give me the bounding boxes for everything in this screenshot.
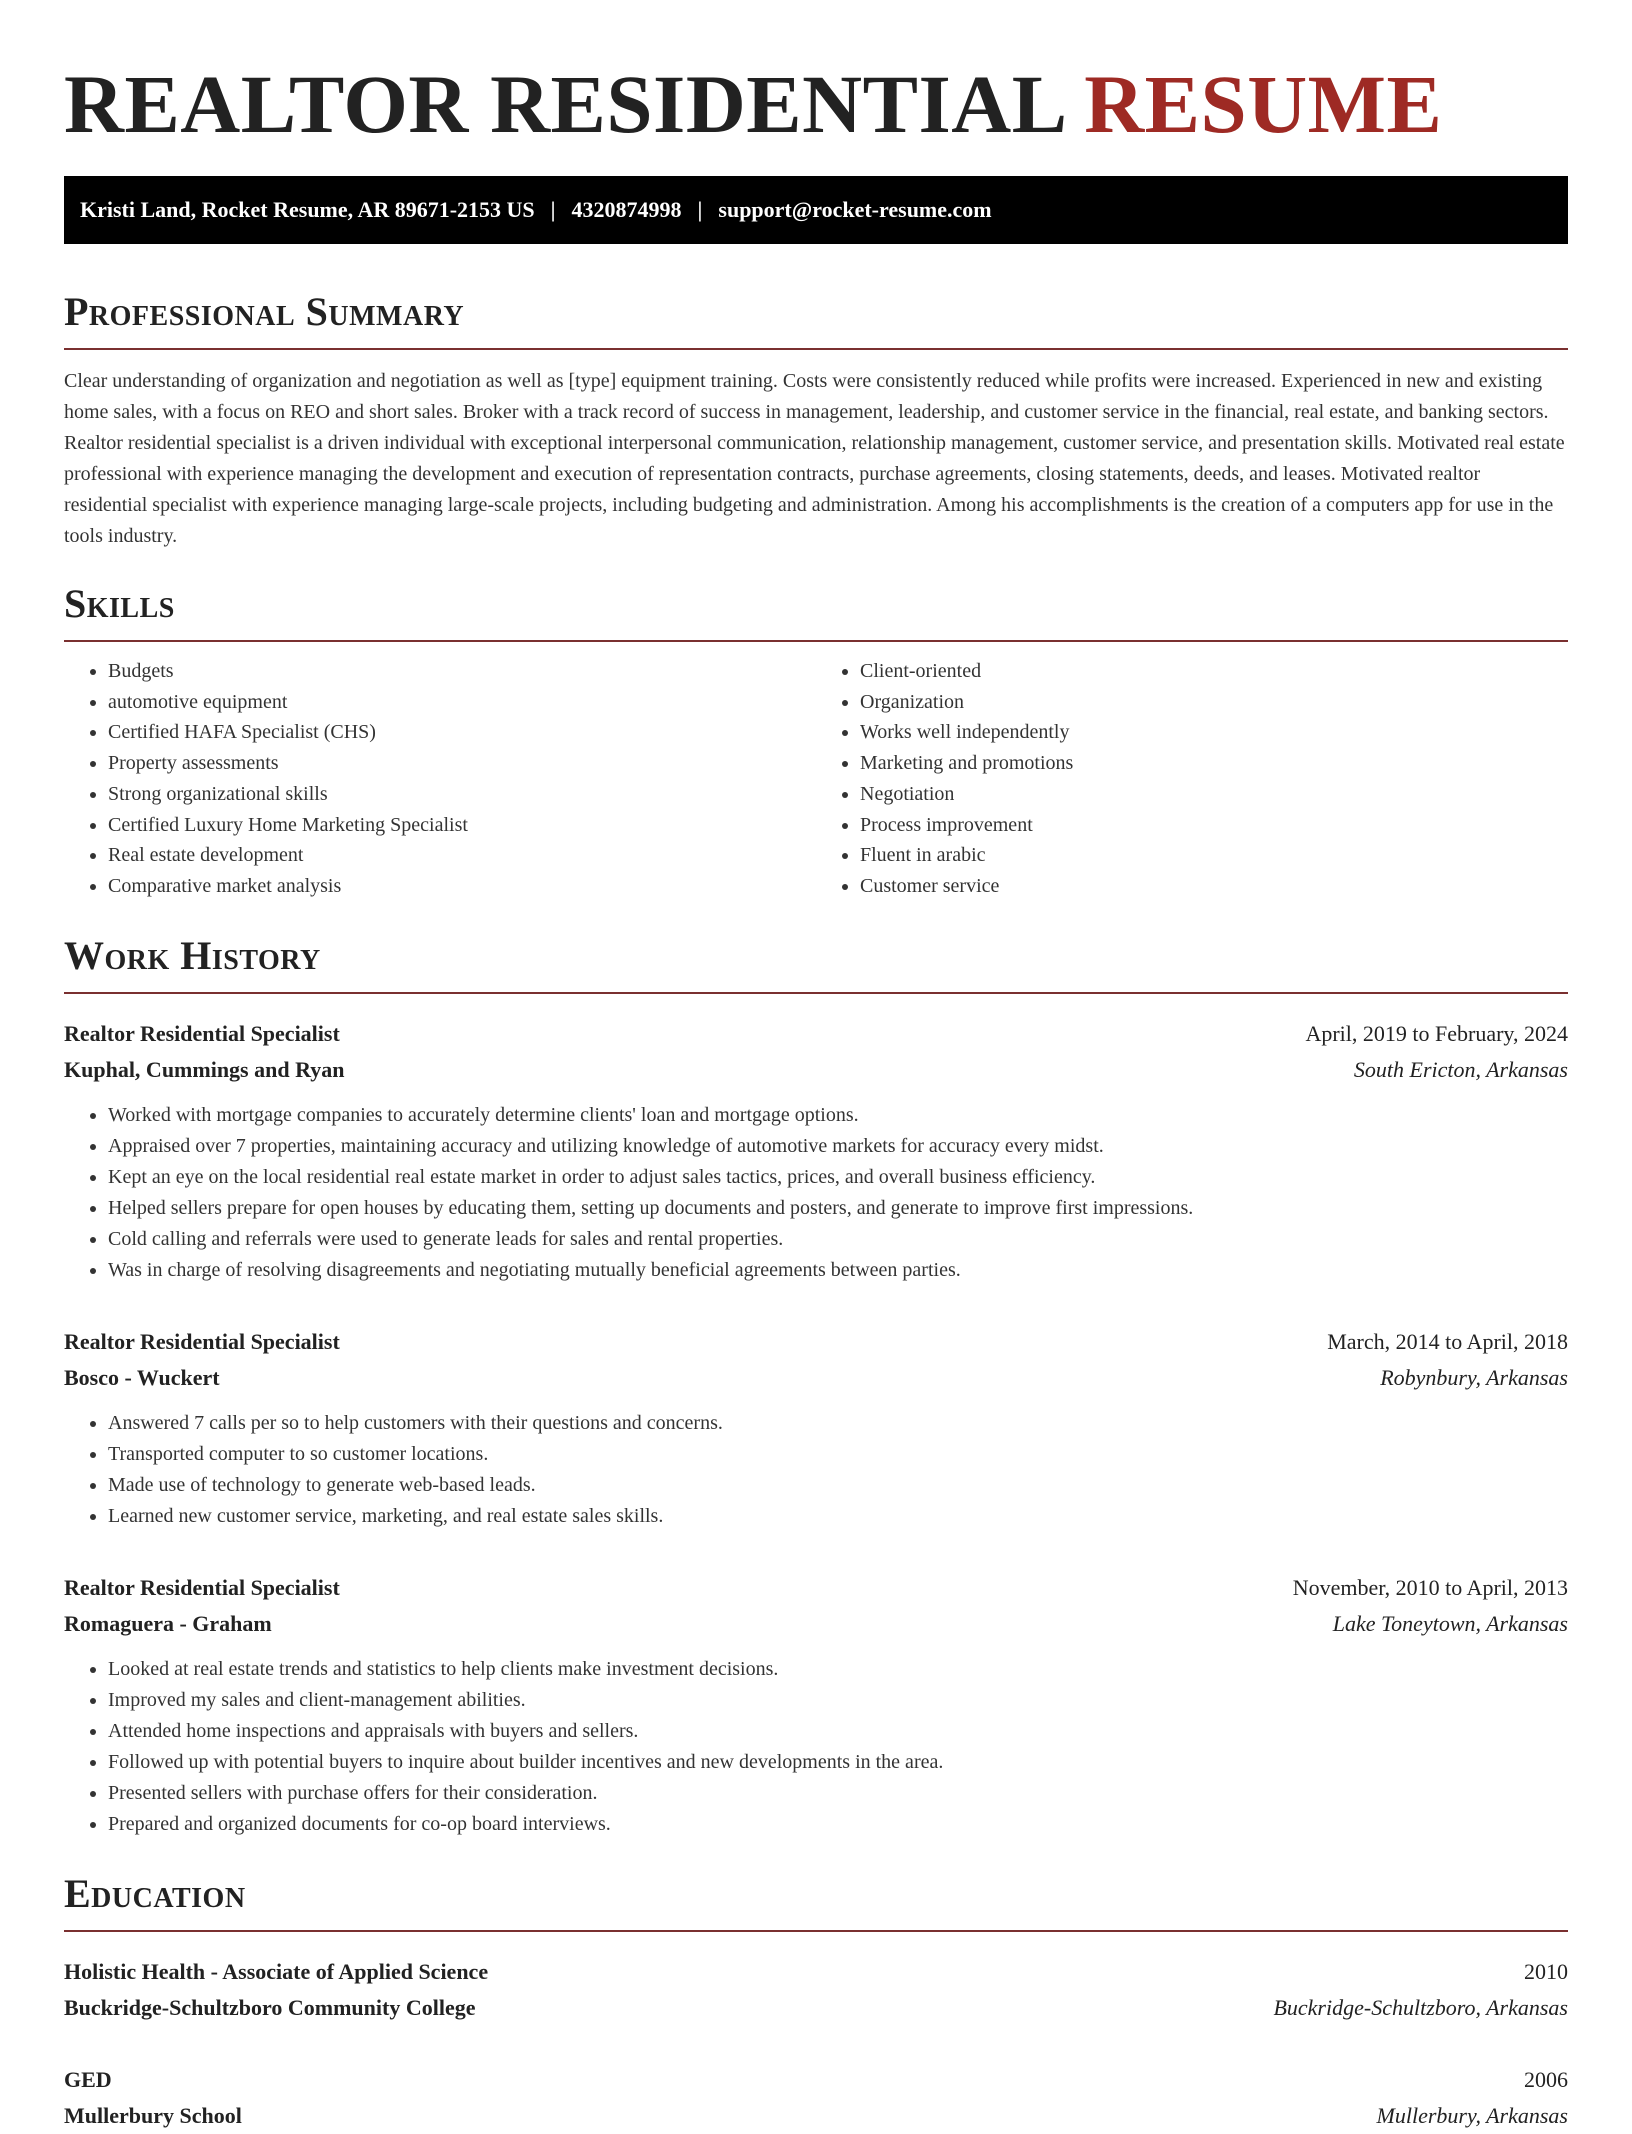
education-degree: GED: [64, 2066, 112, 2092]
summary-text: Clear understanding of organization and negotiation as well as [type] equipment training. Costs were consistently reduced while profits were increased. Experienced in new and existing home sales, with a focus on REO and short sales. Broker with a track record of success in management, leadership, and customer service in the financial, real estate, and banking sectors. Realtor residential specialist is a driven individual with exceptional interpersonal communication, relationship management, customer service, and presentation skills. Motivated real estate professional with experience managing the development and execution of representation contracts, purchase agreements, closing statements, deeds, and leases. Motivated realtor residential specialist with experience managing large-scale projects, including budgeting and administration. Among his accomplishments is the creation of a computers app for use in the tools industry.: [64, 370, 1565, 547]
skill-item: • Property assessments: [108, 748, 816, 779]
skill-item: • Certified HAFA Specialist (CHS): [108, 717, 816, 748]
job-bullet: • Made use of technology to generate web-based leads.: [108, 1470, 1568, 1501]
job-bullets: [64, 1100, 1568, 1286]
education-year: 2006: [1524, 2066, 1568, 2092]
job-bullet: • Appraised over 7 properties, maintaining accuracy and utilizing knowledge of automotive markets for accuracy every midst.: [108, 1131, 1568, 1162]
section-title-work: Work History: [64, 932, 1568, 994]
skill-item: • Real estate development: [108, 840, 816, 871]
contact-separator: |: [697, 197, 703, 222]
skill-item: • Strong organizational skills: [108, 779, 816, 810]
job-location: South Ericton, Arkansas: [1353, 1056, 1568, 1082]
skill-item: • Budgets: [108, 656, 816, 687]
job-bullet: • Cold calling and referrals were used to generate leads for sales and rental properties.: [108, 1224, 1568, 1255]
education-entry: [64, 1954, 1568, 2026]
education-school-row: [64, 1990, 1568, 2026]
education-section: [64, 1870, 1568, 2134]
job-bullet: • Kept an eye on the local residential real estate market in order to adjust sales tactics, prices, and overall business efficiency.: [108, 1162, 1568, 1193]
job-company: Romaguera - Graham: [64, 1610, 272, 1636]
job-role: Realtor Residential Specialist: [64, 1574, 340, 1600]
contact-address: Kristi Land, Rocket Resume, AR 89671-2153 US: [80, 197, 535, 222]
education-school: Buckridge-Schultzboro Community College: [64, 1994, 476, 2020]
skill-item: • Customer service: [860, 871, 1568, 902]
job-bullet: • Helped sellers prepare for open houses by educating them, setting up documents and posters, and generate to improve first impressions.: [108, 1193, 1568, 1224]
job-company: Bosco - Wuckert: [64, 1364, 220, 1390]
section-title-skills: Skills: [64, 580, 1568, 642]
contact-email: support@rocket-resume.com: [718, 197, 992, 222]
job-company-row: [64, 1360, 1568, 1396]
job-header-row: [64, 1324, 1568, 1360]
contact-separator: |: [550, 197, 556, 222]
skill-item: • Works well independently: [860, 717, 1568, 748]
skill-item: • Process improvement: [860, 810, 1568, 841]
education-header-row: [64, 1954, 1568, 1990]
skill-item: • Client-oriented: [860, 656, 1568, 687]
title-main: REALTOR RESIDENTIAL: [64, 58, 1063, 150]
job-bullets: [64, 1654, 1568, 1840]
job-location: Lake Toneytown, Arkansas: [1332, 1610, 1568, 1636]
skill-item: • Marketing and promotions: [860, 748, 1568, 779]
contact-bar: [64, 176, 1568, 244]
job-bullet: • Looked at real estate trends and statistics to help clients make investment decisions.: [108, 1654, 1568, 1685]
job-company-row: [64, 1052, 1568, 1088]
education-school-row: [64, 2098, 1568, 2134]
job-location: Robynbury, Arkansas: [1380, 1364, 1568, 1390]
job-bullet: • Transported computer to so customer locations.: [108, 1439, 1568, 1470]
job-bullet: • Learned new customer service, marketing, and real estate sales skills.: [108, 1501, 1568, 1532]
job-bullet: • Answered 7 calls per so to help customers with their questions and concerns.: [108, 1408, 1568, 1439]
section-title-education: Education: [64, 1870, 1568, 1932]
section-title-summary: Professional Summary: [64, 288, 1568, 350]
job-dates: November, 2010 to April, 2013: [1292, 1574, 1568, 1600]
summary-section: [64, 288, 1568, 552]
job-bullet: • Attended home inspections and appraisals with buyers and sellers.: [108, 1716, 1568, 1747]
skill-item: • Organization: [860, 687, 1568, 718]
job-company-row: [64, 1606, 1568, 1642]
job-entry: [64, 1016, 1568, 1286]
job-entry: [64, 1570, 1568, 1840]
job-entry: [64, 1324, 1568, 1532]
job-dates: March, 2014 to April, 2018: [1327, 1328, 1568, 1354]
job-bullet: • Improved my sales and client-management abilities.: [108, 1685, 1568, 1716]
skills-columns: [64, 656, 1568, 902]
work-section: [64, 932, 1568, 1840]
job-bullet: • Prepared and organized documents for co-op board interviews.: [108, 1809, 1568, 1840]
education-location: Mullerbury, Arkansas: [1376, 2102, 1568, 2128]
job-bullets: [64, 1408, 1568, 1532]
contact-phone: 4320874998: [571, 197, 682, 222]
skill-item: • Comparative market analysis: [108, 871, 816, 902]
job-dates: April, 2019 to February, 2024: [1305, 1020, 1568, 1046]
skills-list-right: [816, 656, 1568, 902]
job-company: Kuphal, Cummings and Ryan: [64, 1056, 345, 1082]
job-bullet: • Followed up with potential buyers to inquire about builder incentives and new developments in the area.: [108, 1747, 1568, 1778]
education-entry: [64, 2062, 1568, 2134]
job-role: Realtor Residential Specialist: [64, 1328, 340, 1354]
job-header-row: [64, 1570, 1568, 1606]
job-bullet: • Presented sellers with purchase offers for their consideration.: [108, 1778, 1568, 1809]
education-location: Buckridge-Schultzboro, Arkansas: [1273, 1994, 1568, 2020]
job-bullet: • Worked with mortgage companies to accurately determine clients' loan and mortgage options.: [108, 1100, 1568, 1131]
resume-title: [64, 54, 1568, 154]
title-accent: RESUME: [1084, 58, 1443, 150]
education-school: Mullerbury School: [64, 2102, 242, 2128]
skill-item: • Fluent in arabic: [860, 840, 1568, 871]
job-header-row: [64, 1016, 1568, 1052]
skill-item: • automotive equipment: [108, 687, 816, 718]
job-role: Realtor Residential Specialist: [64, 1020, 340, 1046]
education-header-row: [64, 2062, 1568, 2098]
skill-item: • Certified Luxury Home Marketing Specialist: [108, 810, 816, 841]
skills-list-left: [64, 656, 816, 902]
skills-section: [64, 580, 1568, 902]
education-year: 2010: [1524, 1958, 1568, 1984]
job-bullet: • Was in charge of resolving disagreements and negotiating mutually beneficial agreements between parties.: [108, 1255, 1568, 1286]
skill-item: • Negotiation: [860, 779, 1568, 810]
education-degree: Holistic Health - Associate of Applied Science: [64, 1958, 489, 1984]
